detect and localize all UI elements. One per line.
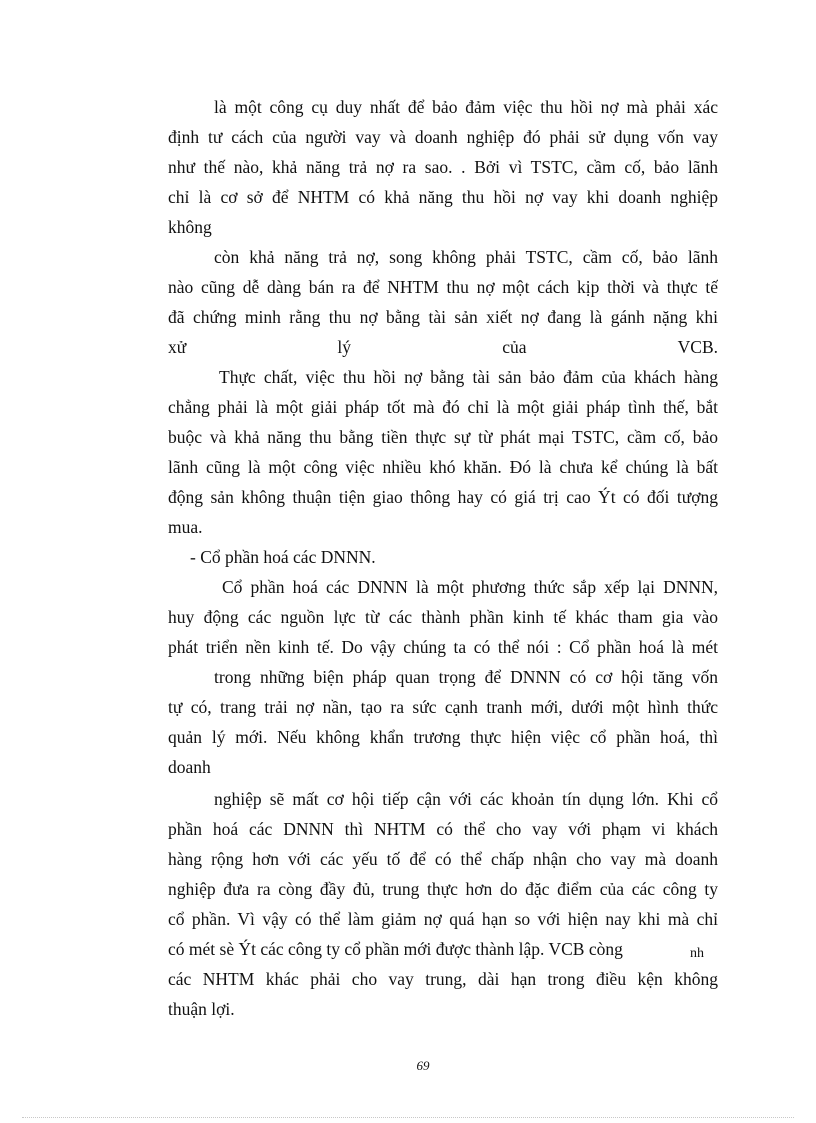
text-word: xử — [168, 337, 187, 357]
text-line: cổ phần. Vì vậy có thể làm giảm nợ quá hạn so với hiện nay khi mà chỉ — [168, 909, 718, 929]
text-line: có mét sè Ýt các công ty cổ phần mới được thành lập. VCB còng — [168, 939, 623, 959]
text-line: đã chứng minh rằng thu nợ bằng tài sản xiết nợ đang là gánh nặng khi — [168, 307, 718, 327]
text-word: lý — [337, 337, 352, 357]
spread-text-line — [168, 332, 718, 362]
text-line: là một công cụ duy nhất để bảo đảm việc thu hồi nợ mà phải xác — [214, 97, 718, 117]
text-line: quản lý mới. Nếu không khẩn trương thực hiện việc cổ phần hoá, thì — [168, 727, 718, 747]
section-heading: - Cổ phần hoá các DNNN. — [190, 547, 376, 567]
text-line: tự có, trang trải nợ nần, tạo ra sức cạnh tranh mới, dưới một hình thức — [168, 697, 718, 717]
text-line: phát triển nền kinh tế. Do vậy chúng ta có thể nói : Cổ phần hoá là mét — [168, 637, 718, 657]
text-line: nghiệp đưa ra còng đầy đủ, trung thực hơn do đặc điểm của các công ty — [168, 879, 718, 899]
text-line: buộc và khả năng thu bằng tiền thực sự từ phát mại TSTC, cầm cố, bảo — [168, 427, 718, 447]
text-line: không — [168, 217, 212, 237]
text-line: nào cũng dễ dàng bán ra để NHTM thu nợ một cách kịp thời và thực tế — [168, 277, 718, 297]
text-line: lãnh cũng là một công việc nhiều khó khăn. Đó là chưa kể chúng là bất — [168, 457, 718, 477]
text-word: của — [502, 337, 527, 357]
text-line: nghiệp sẽ mất cơ hội tiếp cận với các khoản tín dụng lớn. Khi cổ — [214, 789, 718, 809]
text-line: hàng rộng hơn với các yếu tố để có thể chấp nhận cho vay mà doanh — [168, 849, 718, 869]
text-line: các NHTM khác phải cho vay trung, dài hạn trong điều kện không — [168, 969, 718, 989]
text-line: định tư cách của người vay và doanh nghiệp đó phải sử dụng vốn vay — [168, 127, 718, 147]
text-line: như thế nào, khả năng trả nợ ra sao. . Bởi vì TSTC, cầm cố, bảo lãnh — [168, 157, 718, 177]
text-word: VCB. — [677, 337, 718, 357]
footer-divider — [22, 1117, 794, 1118]
text-line: Thực chất, việc thu hồi nợ bằng tài sản bảo đảm của khách hàng — [219, 367, 718, 387]
text-line: phần hoá các DNNN thì NHTM có thể cho vay với phạm vi khách — [168, 819, 718, 839]
text-line: doanh — [168, 757, 211, 777]
text-fragment: nh — [690, 946, 704, 961]
page-number: 69 — [416, 1058, 430, 1073]
text-line: thuận lợi. — [168, 999, 235, 1019]
text-line: chỉ là cơ sở để NHTM có khả năng thu hồi nợ vay khi doanh nghiệp — [168, 187, 718, 207]
text-line: trong những biện pháp quan trọng để DNNN có cơ hội tăng vốn — [214, 667, 718, 687]
text-line: Cổ phần hoá các DNNN là một phương thức sắp xếp lại DNNN, — [222, 577, 718, 597]
text-line: còn khả năng trả nợ, song không phải TSTC, cầm cố, bảo lãnh — [214, 247, 718, 267]
text-line: huy động các nguồn lực từ các thành phần kinh tế khác tham gia vào — [168, 607, 718, 627]
text-line: mua. — [168, 517, 203, 537]
text-line: động sản không thuận tiện giao thông hay có giá trị cao Ýt có đối tượng — [168, 487, 718, 507]
text-line: chẳng phải là một giải pháp tốt mà đó chỉ là một giải pháp tình thế, bắt — [168, 397, 718, 417]
